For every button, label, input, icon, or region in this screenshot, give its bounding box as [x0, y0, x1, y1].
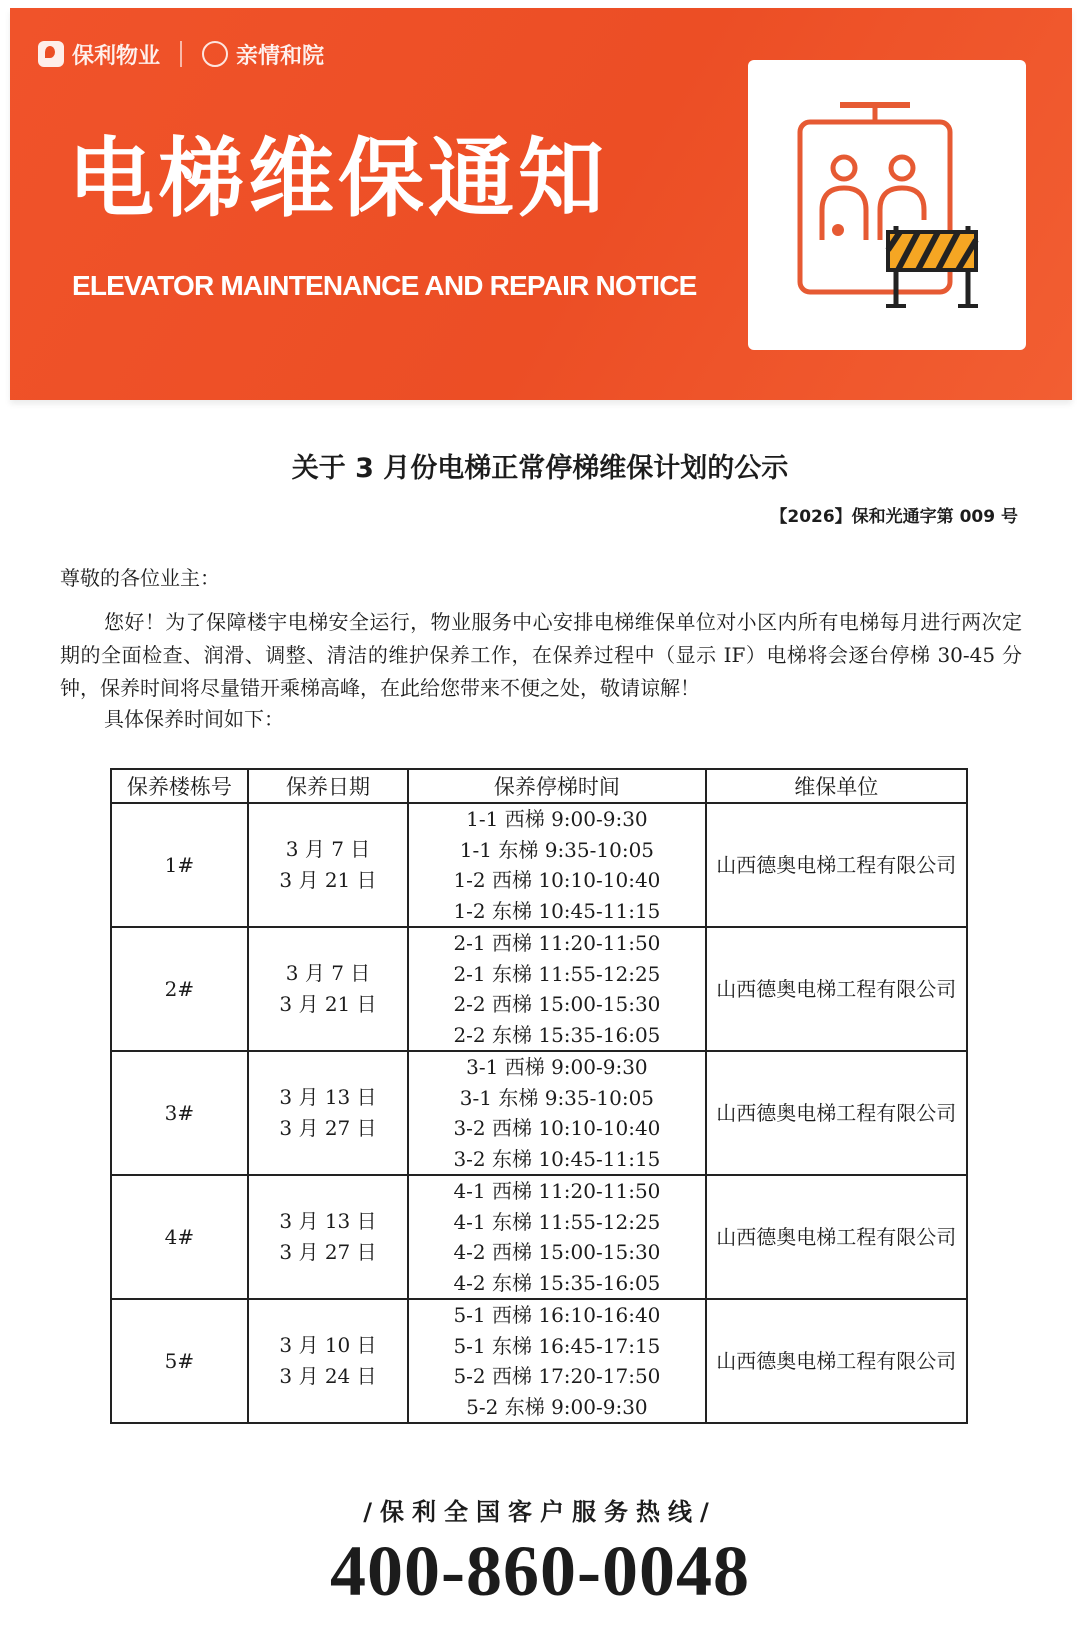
- maintenance-schedule-table: [110, 768, 968, 1424]
- poly-logo-icon: [38, 41, 64, 67]
- document-number: 【2026】保和光通字第 009 号: [770, 507, 1018, 527]
- banner-subtitle: ELEVATOR MAINTENANCE AND REPAIR NOTICE: [72, 270, 697, 301]
- header-banner: [10, 8, 1072, 400]
- banner-title: 电梯维保通知: [68, 129, 608, 229]
- brand-bar: [38, 36, 324, 72]
- icon-card: [748, 60, 1026, 350]
- hotline-label: /保利全国客户服务热线/: [363, 1498, 717, 1526]
- table-row: [111, 1051, 967, 1175]
- building-cell: 3#: [111, 1051, 248, 1175]
- time-line: 1-1 西梯 9:00-9:30: [466, 807, 648, 831]
- time-line: 1-2 东梯 10:45-11:15: [453, 898, 661, 923]
- date-cell: [248, 927, 408, 1051]
- building-cell: 2#: [111, 927, 248, 1051]
- notice-body: 您好！为了保障楼宇电梯安全运行，物业服务中心安排电梯维保单位对小区内所有电梯每月进行两次定期的全面检查、润滑、调整、清洁的维护保养工作，在保养过程中（显示 IF）电梯将会逐台停梯 30-45 分钟，保养时间将尽量错开乘梯高峰，在此给您带来不便之处，敬请谅解！: [60, 610, 1022, 700]
- time-line: 3-2 西梯 10:10-10:40: [453, 1116, 661, 1140]
- time-line: 3-2 东梯 10:45-11:15: [453, 1146, 661, 1171]
- time-line: 4-1 东梯 11:55-12:25: [453, 1209, 661, 1234]
- date-line: 3 月 21 日: [279, 868, 377, 892]
- time-cell: [408, 927, 705, 1051]
- table-row: [111, 1299, 967, 1423]
- building-cell: 4#: [111, 1175, 248, 1299]
- table-row: [111, 803, 967, 927]
- unit-cell: 山西德奥电梯工程有限公司: [706, 927, 967, 1051]
- header-unit: 维保单位: [706, 769, 967, 803]
- table-row: [111, 927, 967, 1051]
- date-line: 3 月 24 日: [279, 1364, 377, 1388]
- time-line: 1-2 西梯 10:10-10:40: [453, 868, 661, 892]
- time-line: 3-1 西梯 9:00-9:30: [466, 1055, 648, 1079]
- date-line: 3 月 27 日: [279, 1240, 377, 1264]
- date-line: 3 月 7 日: [285, 837, 371, 861]
- date-line: 3 月 27 日: [279, 1116, 377, 1140]
- date-line: 3 月 21 日: [279, 992, 377, 1016]
- table-row: [111, 1175, 967, 1299]
- date-line: 3 月 7 日: [285, 961, 371, 985]
- time-line: 5-2 西梯 17:20-17:50: [453, 1364, 661, 1388]
- elevator-maintenance-icon: [786, 100, 986, 310]
- brand-divider: [180, 41, 182, 67]
- salutation: 尊敬的各位业主：: [60, 566, 220, 590]
- date-line: 3 月 13 日: [279, 1209, 377, 1233]
- unit-cell: 山西德奥电梯工程有限公司: [706, 1299, 967, 1423]
- header-building: 保养楼栋号: [111, 769, 248, 803]
- time-line: 2-2 西梯 15:00-15:30: [453, 992, 661, 1016]
- unit-cell: 山西德奥电梯工程有限公司: [706, 1051, 967, 1175]
- time-cell: [408, 1051, 705, 1175]
- date-cell: [248, 1051, 408, 1175]
- hotline-number: 400-860-0048: [330, 1531, 750, 1611]
- unit-cell: 山西德奥电梯工程有限公司: [706, 1175, 967, 1299]
- date-cell: [248, 803, 408, 927]
- date-cell: [248, 1299, 408, 1423]
- time-line: 2-1 东梯 11:55-12:25: [453, 961, 661, 986]
- brand-secondary: 亲情和院: [236, 42, 325, 68]
- time-line: 2-2 东梯 15:35-16:05: [453, 1022, 661, 1047]
- time-line: 2-1 西梯 11:20-11:50: [453, 931, 661, 955]
- heyuan-logo-icon: [202, 41, 228, 67]
- time-line: 3-1 东梯 9:35-10:05: [459, 1085, 655, 1110]
- table-header-row: [111, 769, 967, 803]
- brand-primary: 保利物业: [72, 42, 161, 68]
- time-cell: [408, 1175, 705, 1299]
- date-line: 3 月 13 日: [279, 1085, 377, 1109]
- time-cell: [408, 803, 705, 927]
- time-cell: [408, 1299, 705, 1423]
- header-date: 保养日期: [248, 769, 408, 803]
- date-cell: [248, 1175, 408, 1299]
- time-line: 5-1 西梯 16:10-16:40: [453, 1303, 661, 1327]
- unit-cell: 山西德奥电梯工程有限公司: [706, 803, 967, 927]
- time-line: 4-2 东梯 15:35-16:05: [453, 1270, 661, 1295]
- time-line: 5-2 东梯 9:00-9:30: [466, 1394, 648, 1419]
- time-line: 4-1 西梯 11:20-11:50: [453, 1179, 661, 1203]
- header-time: 保养停梯时间: [408, 769, 705, 803]
- time-line: 5-1 东梯 16:45-17:15: [453, 1333, 661, 1358]
- time-line: 4-2 西梯 15:00-15:30: [453, 1240, 661, 1264]
- building-cell: 1#: [111, 803, 248, 927]
- building-cell: 5#: [111, 1299, 248, 1423]
- notice-title: 关于 3 月份电梯正常停梯维保计划的公示: [291, 453, 789, 484]
- time-line: 1-1 东梯 9:35-10:05: [459, 837, 655, 862]
- schedule-intro: 具体保养时间如下：: [104, 707, 284, 731]
- date-line: 3 月 10 日: [279, 1333, 377, 1357]
